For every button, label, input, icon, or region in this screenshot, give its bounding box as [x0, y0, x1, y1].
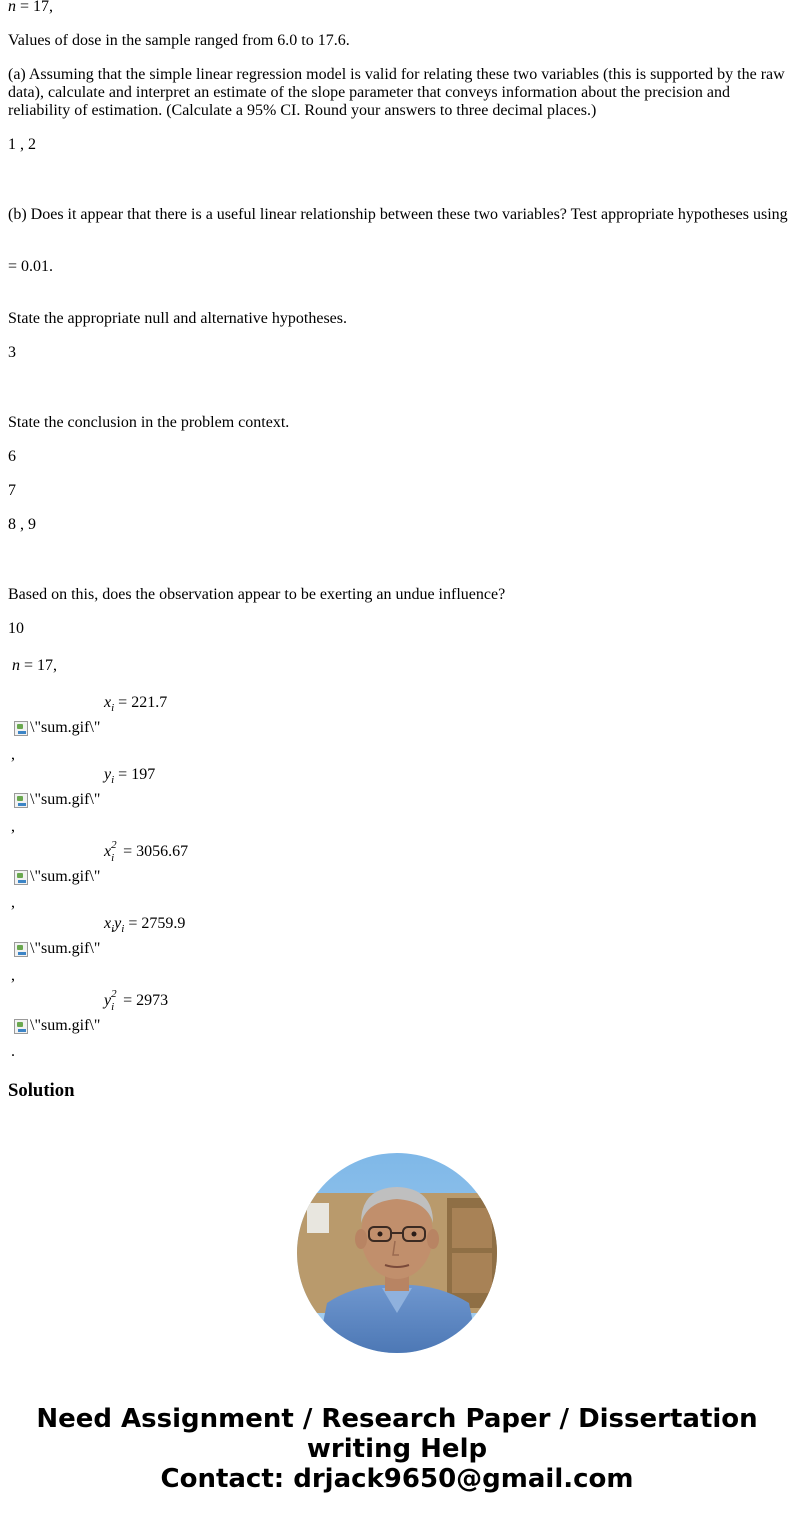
broken-image-icon [14, 721, 28, 736]
sum-xy-value: = 2759.9 [124, 915, 186, 932]
answer-blanks-1-2: 1 , 2 [8, 136, 36, 153]
part-a-question: (a) Assuming that the simple linear regression model is valid for relating these two variables (this is supported by the raw data), calculate and interpret an estimate of the slope parameter that conveys information about the precision and reliability of estimation. (Calculate a 95% CI. Round your answers to three decimal places.) [8, 66, 785, 119]
answer-blank-7: 7 [8, 482, 16, 499]
broken-image-icon [14, 870, 28, 885]
sum-x-sub: i [111, 702, 115, 714]
sum-y-value: = 197 [114, 766, 156, 783]
solution-heading: Solution [8, 1080, 75, 1101]
banner-contact-line[interactable]: Contact: drjack9650@gmail.com [160, 1464, 634, 1494]
sum-x-var: x [104, 694, 112, 711]
sum-x2-value: = 3056.67 [119, 843, 189, 860]
sum-x2-sub: i [111, 852, 115, 864]
sum-symbol-image [14, 791, 100, 809]
n-value-top: = 17, [16, 0, 54, 15]
sum-symbol-image [14, 868, 100, 886]
summary-end-period: . [11, 1043, 15, 1060]
sum-y-formula [104, 766, 155, 785]
broken-image-icon [14, 942, 28, 957]
influence-question: Based on this, does the observation appear to be exerting an undue influence? [8, 586, 506, 603]
sum-xy-sub2: i [121, 923, 125, 935]
answer-blank-6: 6 [8, 448, 16, 465]
sum-x-squared-formula [104, 839, 189, 864]
answer-blanks-8-9: 8 , 9 [8, 516, 36, 533]
contact-banner [0, 1404, 794, 1494]
sum-y-squared-formula [104, 988, 169, 1013]
sum-x-formula [104, 694, 167, 713]
sum-xy-var1: x [104, 915, 112, 932]
avatar-portrait-icon [297, 1153, 497, 1353]
alpha-line: = 0.01. [8, 258, 54, 275]
summary-n-value: = 17, [20, 657, 58, 674]
n-variable: n [8, 0, 16, 15]
summary-n-variable: n [12, 657, 20, 674]
answer-blank-3: 3 [8, 344, 16, 361]
sum-xy-sub1: i [111, 923, 115, 935]
broken-image-icon [14, 793, 28, 808]
broken-image-icon [14, 1019, 28, 1034]
banner-line-1: Need Assignment / Research Paper / Dissertation [36, 1404, 758, 1434]
sum-y2-var: y [104, 992, 112, 1009]
sum-x2-var: x [104, 843, 112, 860]
sum-xy-var2: y [114, 915, 122, 932]
sum-y2-sup: 2 [111, 988, 117, 1000]
n-line-top [8, 0, 53, 16]
sum-y-var: y [104, 766, 112, 783]
sum-image-alt: \"sum.gif\" [30, 868, 101, 885]
sum-y2-value: = 2973 [119, 992, 169, 1009]
sum-x-value: = 221.7 [114, 694, 168, 711]
sum-separator: , [11, 746, 15, 763]
sum-image-alt: \"sum.gif\" [30, 940, 101, 957]
summary-n-line [12, 657, 57, 675]
sum-image-alt: \"sum.gif\" [30, 719, 101, 736]
sum-image-alt: \"sum.gif\" [30, 791, 101, 808]
part-b-question: (b) Does it appear that there is a useful linear relationship between these two variables? Test appropriate hypotheses using [8, 206, 788, 223]
sum-symbol-image [14, 719, 100, 737]
sum-x2-sup: 2 [111, 839, 117, 851]
sum-separator: , [11, 818, 15, 835]
sum-symbol-image [14, 1017, 100, 1035]
sum-y-sub: i [111, 774, 115, 786]
conclusion-prompt: State the conclusion in the problem context. [8, 414, 290, 431]
sum-separator: , [11, 967, 15, 984]
dose-range-text: Values of dose in the sample ranged from 6.0 to 17.6. [8, 32, 350, 49]
author-avatar [297, 1153, 497, 1353]
hypotheses-prompt: State the appropriate null and alternative hypotheses. [8, 310, 347, 327]
sum-xy-formula [104, 915, 185, 934]
sum-y2-sub: i [111, 1001, 115, 1013]
sum-separator: , [11, 894, 15, 911]
sum-symbol-image [14, 940, 100, 958]
answer-blank-10: 10 [8, 620, 24, 637]
banner-line-2: writing Help [306, 1434, 488, 1464]
sum-image-alt: \"sum.gif\" [30, 1017, 101, 1034]
